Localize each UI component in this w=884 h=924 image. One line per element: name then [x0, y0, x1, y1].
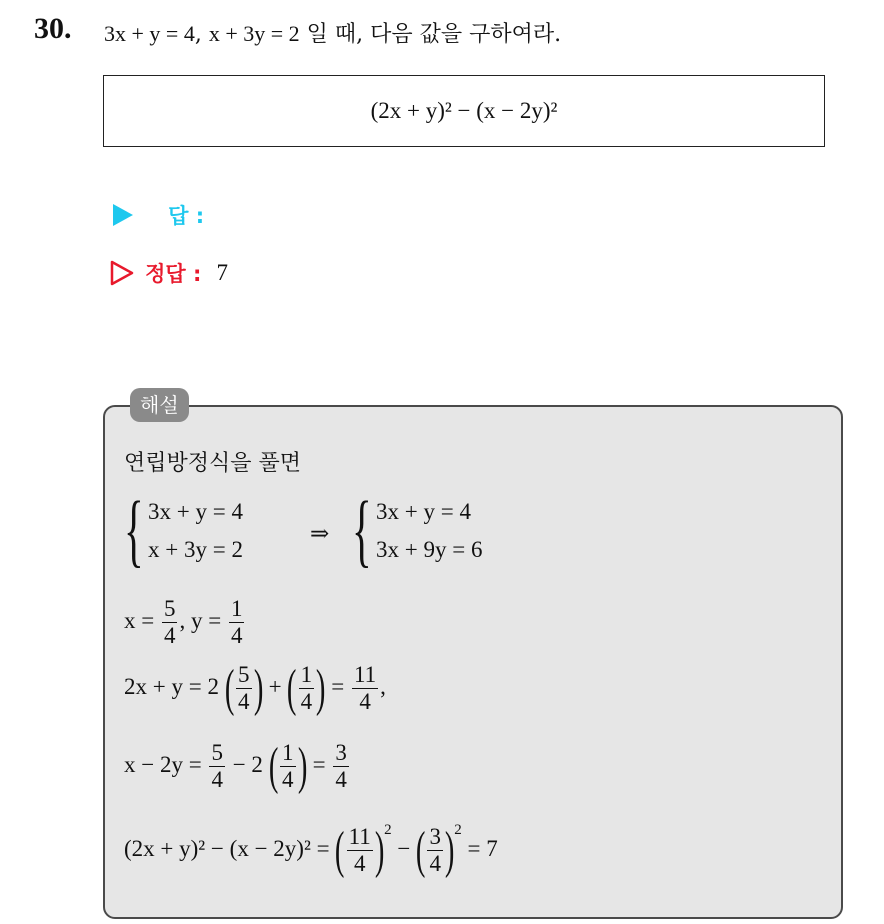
question-text: 3x + y = 4, x + 3y = 2 일 때, 다음 값을 구하여라. [104, 21, 562, 47]
answer-label: 답 : [168, 204, 205, 228]
solution-step-diff: x − 2y = $\frac{5}{4}$ − 2 ( $\frac{1}{4}$ ) = $\frac{3}{4}$ [124, 737, 347, 795]
correct-answer-row [110, 258, 228, 288]
expression-box [103, 75, 825, 147]
system-left-eq1: 3x + y = 4 [148, 499, 243, 524]
solution-intro: 연립방정식을 풀면 [124, 451, 302, 476]
condition-a: 3x + y = 4 [104, 21, 195, 46]
solution-tab: 해설 [130, 388, 189, 422]
solution-step-sum: 2x + y = 2 ( $\frac{5}{4}$ ) + ( $\frac{1}{4}$ ) = $\frac{11}{4}$ , [124, 659, 386, 717]
system-right-eq1: 3x + y = 4 [376, 499, 471, 524]
solution-step-x: x = $\frac{5}{4}$ , y = $\frac{1}{4}$ [124, 596, 243, 648]
implies-arrow: ⇒ [310, 521, 330, 546]
solution-step-final: (2x + y)² − (x − 2y)² = ( $\frac{11}{4}$ )$^2$ − ( $\frac{3}{4}$ )$^2$ = 7 [124, 821, 498, 879]
correct-answer-label: 정답 : [145, 262, 202, 286]
target-expression: (2x + y)² − (x − 2y)² [370, 98, 558, 123]
system-right-eq2: 3x + 9y = 6 [376, 537, 483, 562]
outline-triangle-icon [110, 260, 134, 286]
question-number: 30. [34, 12, 72, 45]
system-left-eq2: x + 3y = 2 [148, 537, 243, 562]
condition-b: x + 3y = 2 [208, 21, 300, 46]
correct-answer-value: 7 [216, 260, 228, 285]
play-triangle-icon [113, 204, 133, 226]
answer-row [113, 200, 204, 230]
question-prompt: 일 때, 다음 값을 구하여라. [306, 22, 562, 47]
